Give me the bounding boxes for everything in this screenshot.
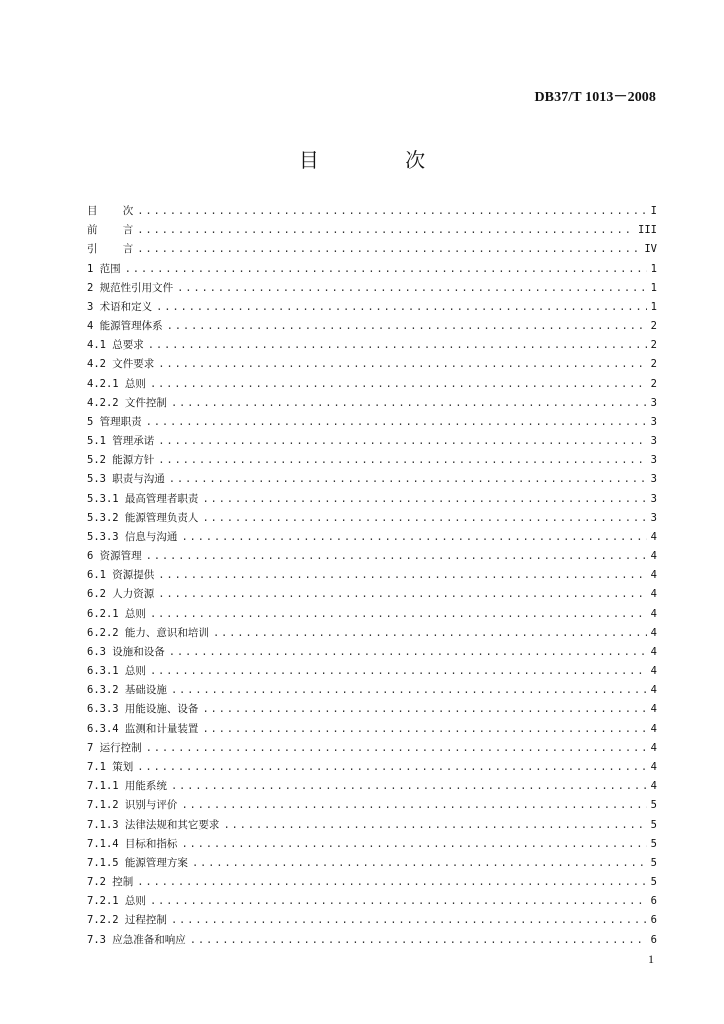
toc-entry-label: 4 能源管理体系 xyxy=(87,320,163,333)
toc-leader-dots xyxy=(137,240,640,259)
toc-entry[interactable] xyxy=(87,221,657,240)
document-id: DB37/T 1013－2008 xyxy=(534,90,656,105)
toc-leader-dots xyxy=(169,643,647,662)
toc-entry[interactable] xyxy=(87,816,657,835)
table-of-contents xyxy=(87,202,657,950)
toc-entry-page: 4 xyxy=(650,530,657,543)
toc-entry-page: 4 xyxy=(650,550,657,563)
toc-entry-label: 引 言 xyxy=(87,243,134,256)
toc-entry-label: 7.3 应急准备和响应 xyxy=(87,933,186,946)
toc-entry-page: 2 xyxy=(650,358,657,371)
toc-entry-label: 7 运行控制 xyxy=(87,741,142,754)
toc-entry-page: 3 xyxy=(650,473,657,486)
toc-leader-dots xyxy=(223,816,646,835)
toc-leader-dots xyxy=(171,681,647,700)
toc-entry-label: 7.1.4 目标和指标 xyxy=(87,837,178,850)
toc-leader-dots xyxy=(202,700,646,719)
toc-leader-dots xyxy=(158,585,646,604)
toc-entry[interactable] xyxy=(87,375,657,394)
toc-leader-dots xyxy=(150,375,647,394)
toc-entry-page: 6 xyxy=(650,914,657,927)
toc-entry-label: 6.3 设施和设备 xyxy=(87,645,165,658)
toc-entry-page: 2 xyxy=(650,339,657,352)
toc-entry-page: 3 xyxy=(650,511,657,524)
toc-entry-label: 6.2 人力资源 xyxy=(87,588,155,601)
toc-entry[interactable] xyxy=(87,662,657,681)
toc-leader-dots xyxy=(158,451,646,470)
toc-entry[interactable] xyxy=(87,260,657,279)
toc-entry-label: 5 管理职责 xyxy=(87,415,142,428)
toc-entry[interactable] xyxy=(87,355,657,374)
toc-leader-dots xyxy=(177,279,647,298)
toc-entry-page: 1 xyxy=(650,262,657,275)
toc-entry-label: 5.1 管理承诺 xyxy=(87,435,155,448)
toc-entry-page: 5 xyxy=(650,818,657,831)
toc-entry-label: 6.3.3 用能设施、设备 xyxy=(87,703,199,716)
toc-entry[interactable] xyxy=(87,336,657,355)
toc-entry[interactable] xyxy=(87,777,657,796)
toc-entry[interactable] xyxy=(87,585,657,604)
toc-entry-page: 4 xyxy=(650,684,657,697)
toc-leader-dots xyxy=(202,720,646,739)
toc-entry[interactable] xyxy=(87,720,657,739)
toc-leader-dots xyxy=(137,202,646,221)
toc-leader-dots xyxy=(171,911,647,930)
toc-entry[interactable] xyxy=(87,758,657,777)
toc-entry-label: 6 资源管理 xyxy=(87,550,142,563)
toc-entry-label: 6.1 资源提供 xyxy=(87,569,155,582)
toc-entry[interactable] xyxy=(87,892,657,911)
toc-entry-page: 4 xyxy=(650,722,657,735)
toc-entry[interactable] xyxy=(87,202,657,221)
toc-entry-label: 7.1.2 识别与评价 xyxy=(87,799,178,812)
toc-entry-label: 7.1.5 能源管理方案 xyxy=(87,856,188,869)
toc-entry[interactable] xyxy=(87,528,657,547)
toc-entry-page: 4 xyxy=(650,588,657,601)
toc-entry-page: 5 xyxy=(650,837,657,850)
toc-entry-page: 2 xyxy=(650,320,657,333)
toc-entry-label: 7.1.3 法律法规和其它要求 xyxy=(87,818,220,831)
toc-entry[interactable] xyxy=(87,566,657,585)
toc-leader-dots xyxy=(158,566,646,585)
toc-entry[interactable] xyxy=(87,413,657,432)
toc-leader-dots xyxy=(137,221,634,240)
toc-title: 目 次 xyxy=(298,148,466,172)
toc-entry[interactable] xyxy=(87,873,657,892)
toc-entry-page: 4 xyxy=(650,645,657,658)
toc-entry-page: 5 xyxy=(650,799,657,812)
toc-leader-dots xyxy=(167,317,647,336)
toc-leader-dots xyxy=(158,355,646,374)
toc-entry[interactable] xyxy=(87,490,657,509)
toc-entry-page: 3 xyxy=(650,396,657,409)
toc-entry-page: IV xyxy=(644,243,657,256)
toc-leader-dots xyxy=(137,758,646,777)
toc-leader-dots xyxy=(137,873,646,892)
toc-entry[interactable] xyxy=(87,432,657,451)
toc-entry-label: 前 言 xyxy=(87,224,134,237)
toc-entry-label: 1 范围 xyxy=(87,262,121,275)
toc-leader-dots xyxy=(181,835,646,854)
toc-leader-dots xyxy=(148,336,647,355)
toc-entry-label: 5.3.1 最高管理者职责 xyxy=(87,492,199,505)
toc-leader-dots xyxy=(146,413,647,432)
toc-entry[interactable] xyxy=(87,547,657,566)
toc-leader-dots xyxy=(213,624,647,643)
toc-entry-label: 6.3.4 监测和计量装置 xyxy=(87,722,199,735)
toc-entry[interactable] xyxy=(87,911,657,930)
toc-entry-page: 4 xyxy=(650,626,657,639)
toc-leader-dots xyxy=(192,854,647,873)
toc-leader-dots xyxy=(181,528,646,547)
toc-entry[interactable] xyxy=(87,509,657,528)
toc-entry[interactable] xyxy=(87,681,657,700)
toc-entry-label: 5.2 能源方针 xyxy=(87,454,155,467)
toc-entry-page: 1 xyxy=(650,281,657,294)
toc-entry-label: 2 规范性引用文件 xyxy=(87,281,174,294)
toc-entry-label: 4.2.2 文件控制 xyxy=(87,396,167,409)
toc-leader-dots xyxy=(150,662,647,681)
toc-entry-label: 7.2.2 过程控制 xyxy=(87,914,167,927)
toc-entry[interactable] xyxy=(87,279,657,298)
toc-entry[interactable] xyxy=(87,605,657,624)
toc-leader-dots xyxy=(150,892,647,911)
toc-entry-label: 4.1 总要求 xyxy=(87,339,144,352)
toc-entry-page: 5 xyxy=(650,876,657,889)
toc-entry-page: 3 xyxy=(650,492,657,505)
toc-entry-page: 4 xyxy=(650,760,657,773)
toc-leader-dots xyxy=(171,777,647,796)
toc-entry-label: 7.2 控制 xyxy=(87,876,134,889)
toc-entry[interactable] xyxy=(87,643,657,662)
toc-entry-page: 5 xyxy=(650,856,657,869)
toc-entry-label: 5.3.2 能源管理负责人 xyxy=(87,511,199,524)
toc-entry-label: 4.2.1 总则 xyxy=(87,377,146,390)
toc-entry-page: 6 xyxy=(650,895,657,908)
toc-entry[interactable] xyxy=(87,739,657,758)
toc-entry-page: 4 xyxy=(650,569,657,582)
toc-entry-page: 6 xyxy=(650,933,657,946)
toc-leader-dots xyxy=(150,605,647,624)
toc-leader-dots xyxy=(146,547,647,566)
toc-leader-dots xyxy=(202,509,646,528)
toc-entry-page: 4 xyxy=(650,665,657,678)
toc-entry-label: 5.3 职责与沟通 xyxy=(87,473,165,486)
toc-leader-dots xyxy=(125,260,647,279)
toc-leader-dots xyxy=(158,432,646,451)
toc-entry[interactable] xyxy=(87,700,657,719)
toc-leader-dots xyxy=(169,470,647,489)
toc-entry-label: 目 次 xyxy=(87,205,134,217)
toc-entry-label: 6.3.1 总则 xyxy=(87,665,146,678)
toc-entry-page: 3 xyxy=(650,454,657,467)
page-number: 1 xyxy=(648,952,654,966)
toc-leader-dots xyxy=(156,298,647,317)
toc-entry-page: III xyxy=(638,224,657,237)
toc-entry[interactable] xyxy=(87,317,657,336)
toc-entry-page: 1 xyxy=(650,300,657,313)
toc-entry-label: 3 术语和定义 xyxy=(87,300,153,313)
toc-entry-label: 6.3.2 基础设施 xyxy=(87,684,167,697)
toc-entry-page: 3 xyxy=(650,435,657,448)
toc-entry[interactable] xyxy=(87,835,657,854)
toc-leader-dots xyxy=(202,490,646,509)
toc-entry[interactable] xyxy=(87,240,657,259)
toc-entry-label: 7.1 策划 xyxy=(87,760,134,773)
toc-entry[interactable] xyxy=(87,796,657,815)
toc-entry-page: 4 xyxy=(650,703,657,716)
toc-entry-page: 4 xyxy=(650,780,657,793)
toc-leader-dots xyxy=(146,739,647,758)
toc-entry[interactable] xyxy=(87,931,657,950)
toc-entry[interactable] xyxy=(87,854,657,873)
toc-leader-dots xyxy=(181,796,646,815)
toc-leader-dots xyxy=(171,394,647,413)
toc-entry-page: 4 xyxy=(650,607,657,620)
toc-entry-label: 5.3.3 信息与沟通 xyxy=(87,530,178,543)
toc-entry-page: 4 xyxy=(650,741,657,754)
toc-entry-label: 6.2.1 总则 xyxy=(87,607,146,620)
toc-entry[interactable] xyxy=(87,470,657,489)
toc-entry-label: 7.2.1 总则 xyxy=(87,895,146,908)
toc-entry[interactable] xyxy=(87,451,657,470)
toc-entry[interactable] xyxy=(87,394,657,413)
toc-entry[interactable] xyxy=(87,298,657,317)
toc-entry-label: 6.2.2 能力、意识和培训 xyxy=(87,626,209,639)
toc-entry-page: I xyxy=(650,205,657,217)
toc-entry[interactable] xyxy=(87,624,657,643)
toc-entry-label: 7.1.1 用能系统 xyxy=(87,780,167,793)
toc-entry-page: 2 xyxy=(650,377,657,390)
toc-entry-label: 4.2 文件要求 xyxy=(87,358,155,371)
toc-entry-page: 3 xyxy=(650,415,657,428)
toc-leader-dots xyxy=(190,931,647,950)
